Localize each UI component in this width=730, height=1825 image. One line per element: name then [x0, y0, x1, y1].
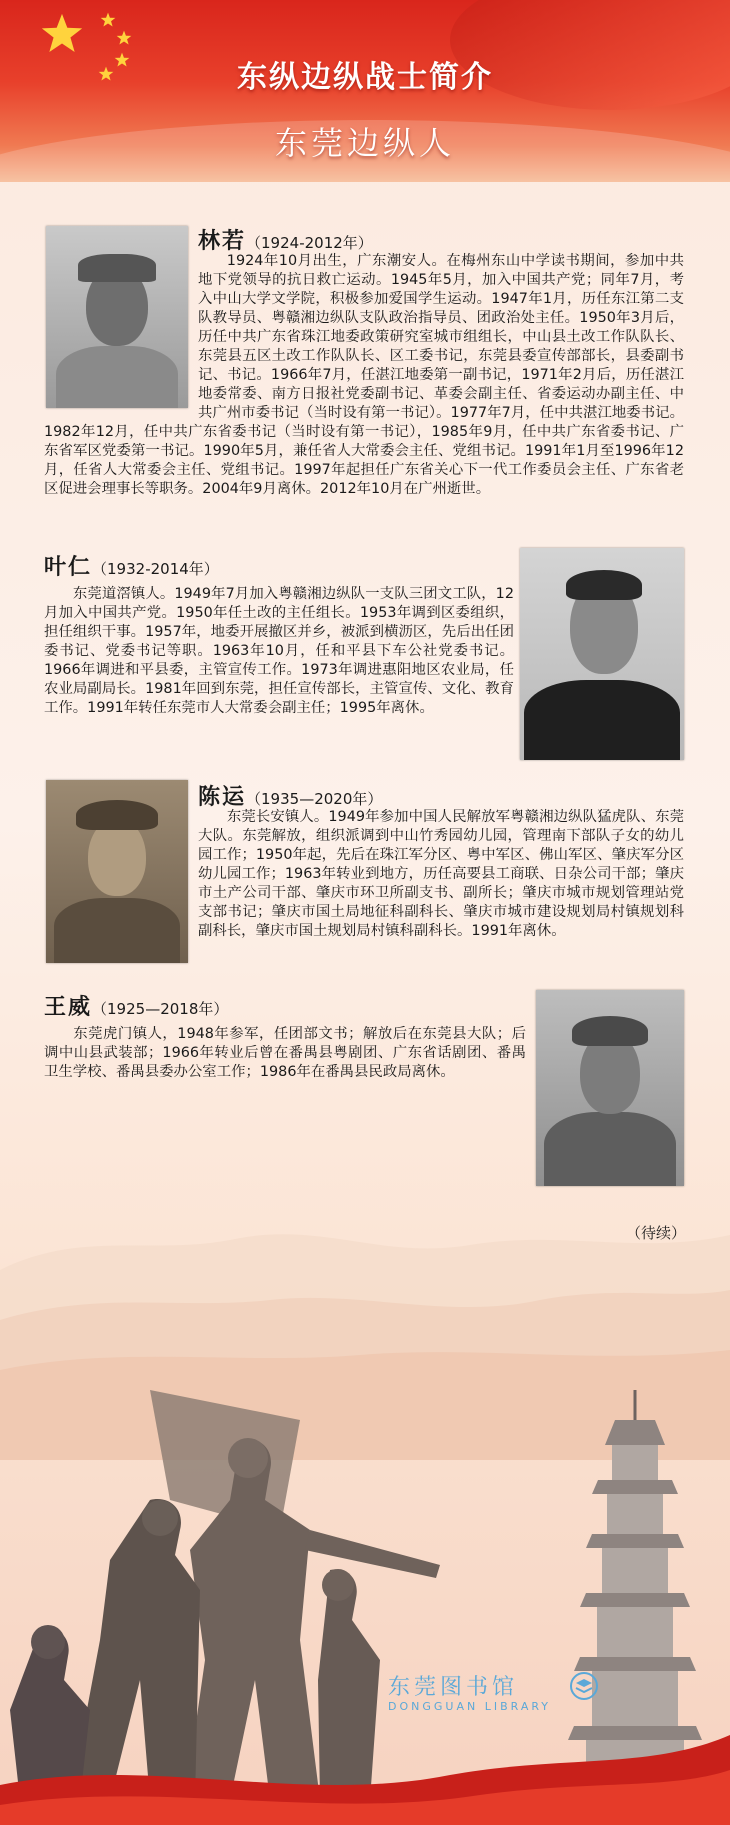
small-star-icon: [100, 12, 116, 28]
person-wang-wei: [44, 990, 526, 1110]
person-years: （1932-2014年）: [92, 560, 219, 578]
big-star-icon: [40, 12, 84, 56]
person-bio: 东莞长安镇人。1949年参加中国人民解放军粤赣湘边纵队猛虎队、东莞大队。东莞解放，组织派调到中山竹秀园幼儿园，管理南下部队子女的幼儿园工作；1950年起，先后在珠江军分区、粤中军区、佛山军区、肇庆军分区幼儿园工作；1963年转业到地方，历任高要县工商联、日杂公司干部；肇庆市土产公司干部、肇庆市环卫所副支书、副所长；肇庆市城市规划管理站党支部书记；肇庆市国土局地征科副科长、肇庆市城市建设规划局村镇规划科副科长，肇庆市国土规划局村镇科副科长。1991年离休。: [198, 809, 684, 939]
library-logo-icon: [570, 1672, 598, 1700]
person-name: 叶仁: [44, 555, 93, 580]
person-bio: 东莞虎门镇人，1948年参军，任团部文书；解放后在东莞县大队；后调中山县武装部；1966年转业后曾在番禺县粤剧团、广东省话剧团、番禺卫生学校、番禺县委办公室工作；1986年在番禺县民政局离休。: [44, 1026, 526, 1080]
person-name: 王威: [44, 995, 93, 1020]
portrait-ye-ren: [520, 548, 684, 760]
person-bio: 1924年10月出生，广东潮安人。在梅州东山中学读书期间，参加中共地下党领导的抗日救亡运动。1945年5月，加入中国共产党；同年7月，考入中山大学文学院，积极参加爱国学生运动。1947年1月，历任东江第二支队教导员、粤赣湘边纵队支队政治指导员、团政治处主任。1950年3月后，历任中共广东省珠江地委政策研究室城市组组长，中山县土改工作队队长、东莞县五区土改工作队队长、区工委书记，东莞县委宣传部部长，县委副书记、书记。1966年7月，任湛江地委第一副书记，1971年2月后，历任湛江地委常委、南方日报社党委副书记、革委会副主任、省委运动办副主任、中共广州市委书记（当时设有第一书记）。1977年7月，任中共湛江地委书记。1982年12月，任中共广东省委书记（当时设有第一书记），1985年9月，任中共广东省委书记、广东省军区党委第一书记。1990年5月，兼任省人大常委会主任、党组书记。1991年1月至1996年12月，任省人大常委会主任、党组书记。1997年起担任广东省关心下一代工作委员会主任、广东省老区促进会理事长等职务。2004年9月离休。2012年10月在广州逝世。: [44, 253, 684, 497]
person-lin-ruo: [44, 224, 684, 534]
library-english-name: DONGGUAN LIBRARY: [388, 1700, 552, 1713]
person-chen-yun: [44, 780, 684, 970]
page-subtitle: 东莞边纵人: [274, 124, 455, 162]
person-bio: 东莞道滘镇人。1949年7月加入粤赣湘边纵队一支队三团文工队，12月加入中国共产党。1950年任土改的主任组长。1953年调到区委组织，担任组织干事。1957年，地委开展撤区并乡，被派到横沥区，先后出任团委书记、党委书记等职。1963年10月，任和平县下车公社党委书记。1966年调进和平县委，主管宣传工作。1973年调进惠阳地区农业局，任农业局副局长。1981年回到东莞，担任宣传部长，主管宣传、文化、教育工作。1991年转任东莞市人大常委会副主任；1995年离休。: [44, 586, 514, 716]
person-years: （1925—2018年）: [92, 1000, 229, 1018]
red-ribbon-decoration: [0, 1715, 730, 1825]
person-years: （1924-2012年）: [246, 234, 373, 252]
small-star-icon: [116, 30, 132, 46]
library-name: 东莞图书馆: [388, 1675, 519, 1700]
page-title: 东纵边纵战士简介: [237, 60, 493, 95]
header-banner: [0, 0, 730, 182]
person-years: （1935—2020年）: [246, 790, 383, 808]
continued-note: （待续）: [626, 1224, 687, 1242]
portrait-wang-wei: [536, 990, 684, 1186]
person-ye-ren: [44, 550, 514, 765]
person-name: 陈运: [198, 785, 247, 810]
person-name: 林若: [198, 229, 247, 254]
